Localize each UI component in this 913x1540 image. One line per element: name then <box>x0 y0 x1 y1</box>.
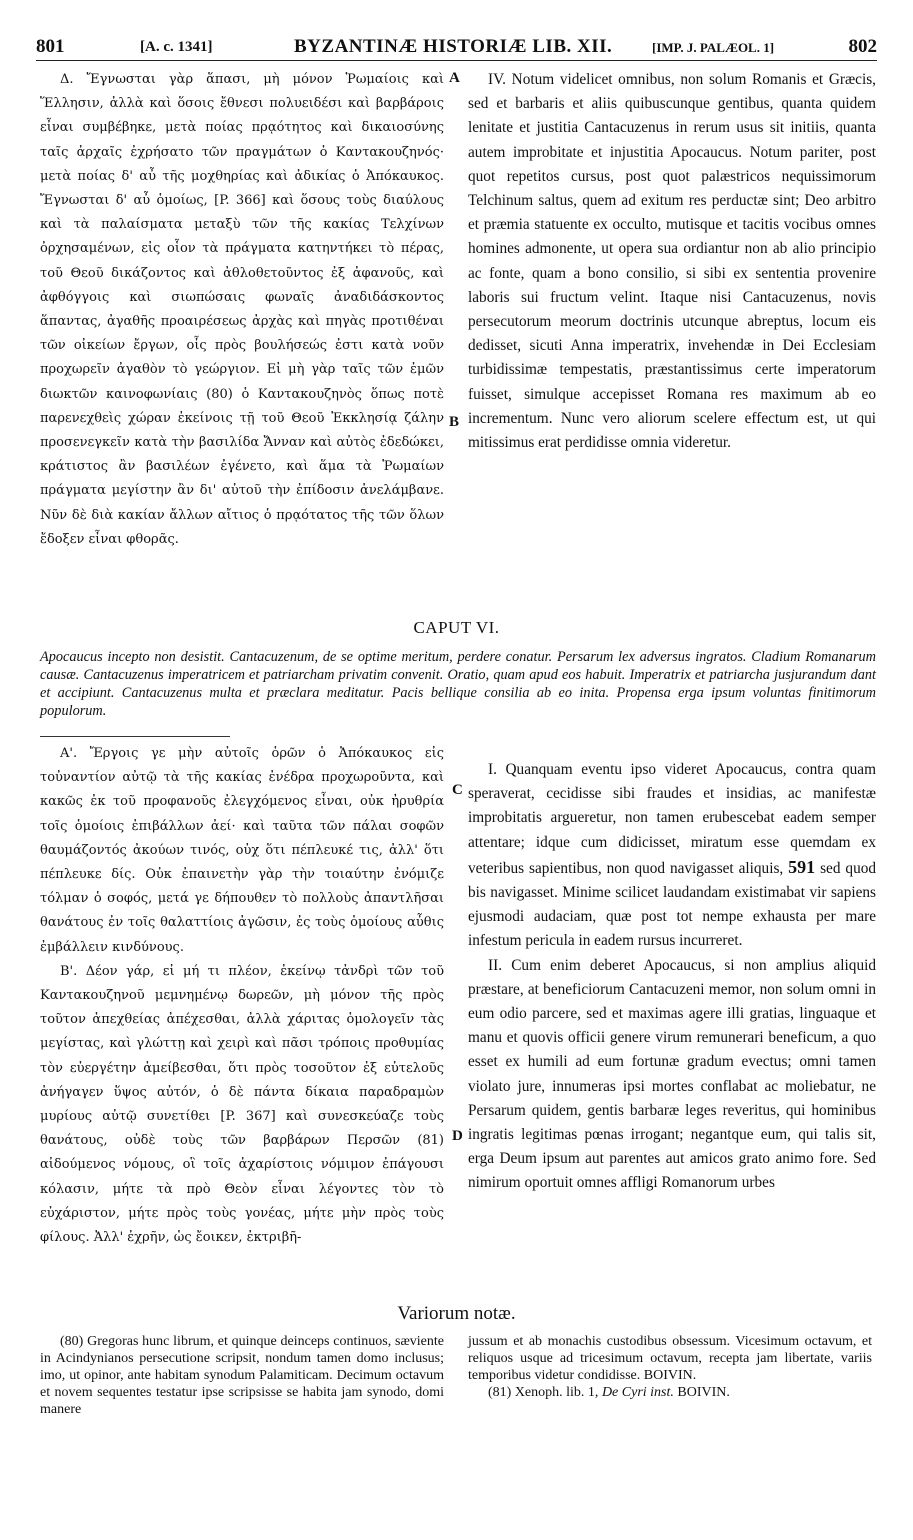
right-page-number: 802 <box>848 36 877 57</box>
margin-letter-a: A <box>449 70 460 86</box>
reign-marker: [IMP. J. PALÆOL. 1] <box>652 40 775 55</box>
note-81-source: (81) Xenoph. lib. 1, <box>488 1385 599 1400</box>
latin-paragraph-i-part2: sed quod bis navigasset. Minime scilicet laudandam existimabat vir sapiens ejusmodi audaciam, quæ post tot nempe exhausta per mare infestum pericula in eadem rursus incurreret. <box>468 859 877 950</box>
running-head <box>36 34 877 61</box>
latin-paragraph-i <box>468 758 876 954</box>
margin-letter-c: C <box>452 782 463 798</box>
latin-paragraph: IV. Notum videlicet omnibus, non solum Romanis et Græcis, sed et barbaris et aliis quibuscunque gentibus, quanta quidem lenitate et justitia Cantacuzenus in rerum usus sit initiis, quanta autem improbitate et injustitia Apocaucus. Notum pariter, post quot repetitos cursus, post quot palæstricos nequissimorum Telchinum saltus, quem ad exitum res perductæ sint; Deo arbitro et præmia statuente ex occulto, mutisque et tacitis vocibus omnes homines admonente, ut opera sua ordiantur non ab alio principio ac fonte, quam a bono consilio, si sibi ex sententia provenire laboris sui fructum velint. Itaque nisi Cantacuzenus, novis persecutorum meorum doctrinis utcunque abreptus, locum eis dedisset, sicuti Anna imperatrix, invehendæ in Dei Ecclesiam turbidissimæ tempestatis, præstantissimus certe imperatorum fuisset, simulque accepisset Romana res maximum ab eo incrementum. Nunc vero aliorum scelere effectum est, ut qui mitissimus erat perdidisse omnia videretur. <box>468 71 876 452</box>
chapter-summary <box>40 648 876 720</box>
note-81-title: De Cyri inst. <box>601 1385 674 1400</box>
chapter-summary-text: Apocaucus incepto non desistit. Cantacuzenum, de se optime meritum, perdere conatur. Persarum lex adversus ingratos. Cladium Romanarum causæ. Cantacuzenus imperatricem et patriarcham privatim convenit. Oratio, quam apud eos habuit. Imperatrix et patriarcha jusjurandum dant et accipiunt. Cantacuzenus multa et præclara meditatur. Pacis bellique consilia ab eo inita. Propensa erga ipsum voluntas finitimorum populorum. <box>40 649 876 719</box>
notes-left-column <box>40 1333 444 1418</box>
notes-title: Variorum notæ. <box>397 1303 516 1324</box>
greek-column-chapter-6 <box>40 742 444 1250</box>
year-marker: [A. c. 1341] <box>140 39 213 55</box>
edition-page-number: 591 <box>788 856 816 877</box>
note-81-author: BOIVIN. <box>677 1385 730 1400</box>
summary-divider <box>40 736 230 737</box>
note-81 <box>468 1384 872 1401</box>
greek-paragraph: Δ. Ἔγνωσται γὰρ ἅπασι, μὴ μόνον Ῥωμαίοις καὶ Ἕλλησιν, ἀλλὰ καὶ ὅσοις ἔθνεσι πολυειδέσι καὶ βαρβάροις εἶναι συμβέβηκε, μετὰ ποίας πρᾳότητος καὶ δικαιοσύνης ταῖς ἀρχαῖς ἐχρήσατο τῶν πραγμάτων ὁ Καντακουζηνός· μετὰ ποίας δ' αὖ τῆς μοχθηρίας καὶ ἀδικίας ὁ Ἀπόκαυκος. Ἔγνωσται δ' αὖ ὁμοίως, [P. 366] καὶ ὅσους τοὺς διαύλους καὶ τὰ παλαίσματα μεταξὺ τῶν τῆς κακίας Τελχίνων ὀρχησαμένων, εἰς οἷον τὰ πράγματα κατηντήκει τὸ πέρας, τοῦ Θεοῦ δικάζοντος καὶ ἀθλοθετοῦντος ἐξ ἀφανοῦς, καὶ ἀφθόγγοις καὶ σιωπώσαις φωναῖς ἀναδιδάσκοντος ἅπαντας, ἀγαθῆς προαιρέσεως ἀρχὰς καὶ πηγὰς προτιθέναι τῶν οἰκείων ἔργων, οἷς πρὸς βουλήσεώς ἐστι κατὰ νοῦν προχωρεῖν ἀγαθὸν τὸ γεώργιον. Εἰ μὴ γὰρ ταῖς τῶν ἐμῶν διωκτῶν καινοφωνίαις (80) ὁ Καντακουζηνὸς ὅπως ποτὲ παρενεχθεὶς χώραν ἐκείνοις τῇ τοῦ Θεοῦ Ἐκκλησίᾳ ζάλην προσενεγκεῖν κατὰ τὴν βασιλίδα Ἄνναν καὶ αὐτὸς ἐδεδώκει, κράτιστος ἂν βασιλέων ἐγένετο, καὶ ἅμα τὰ Ῥωμαίων πράγματα μεγίστην ἂν δι' αὐτοῦ τὴν ἐπίδοσιν ἀνελάμβανε. Νῦν δὲ διὰ κακίαν ἄλλων αἴτιος ὁ πρᾳότατος τῆς τῶν ὅλων ἔδοξεν εἶναι φθορᾶς. <box>40 72 444 547</box>
chapter-title: CAPUT VI. <box>413 618 500 637</box>
note-80-continued: jussum et ab monachis custodibus obsessum. Vicesimum octavum, et reliquos usque ad tricesimum octavum, recepta jam libertate, variis temporibus videtur condidisse. BOIVIN. <box>468 1334 872 1383</box>
latin-paragraph-ii: II. Cum enim deberet Apocaucus, si non amplius aliquid præstare, at beneficiorum Cantacuzeni memor, non solum omni in eum odio parcere, sed et maximas agere illi gratias, linguaque et manu et quovis officii genere virum remunerari beneficum, a quo esset ex humili ad eum fortunæ gradum evectus; omni tamen violato jure, innumeras ipsi mortes conflabat ac moliebatur, ne Persarum quidem, gentis barbaræ leges reveritus, qui hominibus ingratis legitimas pœnas irrogant; negantque eum, qui talis sit, erga Deum ipsum aut parentes aut amicos grato animo fore. Sed nimirum oportuit omnes affligi Romanorum urbes <box>468 956 876 1192</box>
book-title: BYZANTINÆ HISTORIÆ LIB. XII. <box>294 36 613 57</box>
margin-letter-b: B <box>449 414 460 430</box>
left-page-number: 801 <box>36 36 65 57</box>
greek-paragraph-b: Β'. Δέον γάρ, εἰ μή τι πλέον, ἐκείνῳ τἀνδρὶ τῶν τοῦ Καντακουζηνοῦ μεμνημένῳ δωρεῶν, μὴ μόνον τῆς πρὸς τοῦτον ἀπεχθείας ἀπέχεσθαι, ἀλλὰ χάριτας ὁμολογεῖν τὰς μεγίστας, καὶ γλώττῃ καὶ χειρὶ καὶ πᾶσι τρόποις προθυμίας τὸν εὐεργέτην ἀμείβεσθαι, ὅτι πρὸς τοσοῦτον ἐξ εὐτελοῦς ἀνήγαγεν ὕψος αὐτόν, ὁ δὲ πάντα δίκαια παραδραμὼν μυρίους αὐτῷ συνετίθει [P. 367] καὶ συνεσκεύαζε τοὺς θανάτους, οὐδὲ τοὺς τῶν βαρβάρων Περσῶν (81) αἰδούμενος νόμους, οἳ τοῖς ἀχαρίστοις νόμιμον ἐπάγουσι κόλασιν, μήτε τὰ πρὸ Θεὸν εἶναι λέγοντες τὸν τὸ εὐχάριστον, μήτε πρὸς τοὺς γονέας, μήτε μὴν πρὸς τοὺς φίλους. Ἀλλ' ἐχρῆν, ὡς ἔοικεν, ἐκτριβῆ- <box>40 963 444 1246</box>
notes-right-column <box>468 1333 872 1401</box>
latin-column-section-4 <box>468 68 876 455</box>
margin-letter-d: D <box>452 1128 463 1144</box>
greek-column-section-4 <box>40 68 444 552</box>
greek-paragraph-a: Α'. Ἔργοις γε μὴν αὐτοῖς ὁρῶν ὁ Ἀπόκαυκος εἰς τοὐναντίον αὐτῷ τὰ τῆς κακίας ἐνέδρα προχωροῦντα, καὶ κακῶς ἐκ τοῦ προφανοῦς ἐλεγχόμενος εἶναι, οὐκ ἠρυθρία τοῖς ὁμοίοις ἐπιβάλλων ἀεί· καὶ ταῦτα τῶν πάλαι σοφῶν θαυμάζοντός ἀκούων τινός, οὐχ ὅτι πέπλευκέ τις, ἀλλ' ὅτι πέπλευκε δίς. Οὐκ ἐπαινετὴν γὰρ τὴν τοιαύτην ἐνόμιζε τόλμαν ὁ σοφός, μετά γε δήπουθεν τὸ πολλοὺς ἀπαντλῆσαι θανάτους ἐν τοῖς θαλαττίοις ἀγῶσιν, ἐς τοὺς ὁμοίους αὖθις ἐμβάλλειν κινδύνους. <box>40 746 444 955</box>
latin-paragraph-i-part1: I. Quanquam eventu ipso videret Apocaucus, contra quam speraverat, cecidisse sibi fraudes et insidias, ac manifestæ improbitatis argueretur, non tamen erubescebat eadem semper attentare; idque cum didicisset, miratum esse quemdam ex veteribus sapientibus, non quod navigasset aliquis, <box>468 761 876 877</box>
latin-column-chapter-6 <box>468 758 876 1196</box>
note-80: (80) Gregoras hunc librum, et quinque deinceps continuos, sæviente in Acindynianos persecutione scripsit, nondum tamen domo inclusus; imo, ut opinor, ante habitam synodum Palamiticam. Decimum octavum et novem sequentes testatur ipse scripsisse se habita jam synodo, domi manere <box>40 1334 444 1417</box>
